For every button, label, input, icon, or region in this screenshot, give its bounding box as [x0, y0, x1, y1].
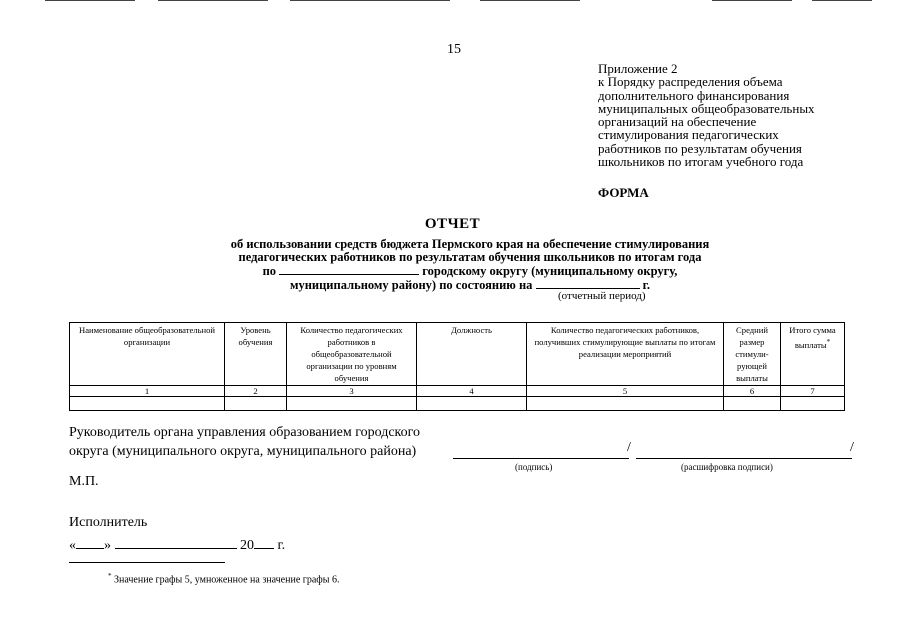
executor-label: Исполнитель [69, 515, 148, 530]
subtitle-line [90, 264, 850, 278]
table-cell[interactable] [781, 397, 845, 411]
table-header-row [70, 323, 845, 386]
appendix-line: организаций на обеспечение [598, 114, 757, 130]
municipality-blank-field[interactable] [279, 264, 419, 275]
table-header-cell: Должность [417, 323, 527, 386]
subtitle-line: об использовании средств бюджета Пермского края на обеспечение стимулирования [230, 237, 710, 251]
column-number: 6 [724, 386, 781, 397]
year-prefix: 20 [240, 538, 254, 553]
subtitle-line [90, 278, 850, 292]
column-number: 7 [781, 386, 845, 397]
footnote-marker: * [108, 572, 112, 580]
signature-field[interactable] [453, 458, 629, 459]
table-number-row [70, 386, 845, 397]
decoding-caption: (расшифровка подписи) [681, 462, 773, 472]
table-header-cell: Уровень обучения [225, 323, 287, 386]
report-table [69, 322, 845, 411]
top-edge-line [480, 0, 580, 1]
page-number: 15 [447, 42, 461, 57]
table-cell[interactable] [225, 397, 287, 411]
table-header-cell: Средний размер стимули-рующей выплаты [724, 323, 781, 386]
signature-caption: (подпись) [515, 462, 553, 472]
report-date-blank-field[interactable] [536, 278, 640, 289]
table-cell[interactable] [417, 397, 527, 411]
signatory-title-line: Руководитель органа управления образованием городского [69, 425, 421, 440]
month-blank-field[interactable] [115, 536, 237, 549]
column-number: 1 [70, 386, 225, 397]
footnote-text: Значение графы 5, умноженное на значение графы 6. [114, 574, 340, 586]
signature-decoding-field[interactable] [636, 458, 852, 459]
footnote [108, 572, 340, 585]
appendix-line: работников по результатам обучения [598, 140, 802, 156]
subtitle-suffix: г. [642, 278, 651, 292]
table-cell[interactable] [724, 397, 781, 411]
slash-separator: / [850, 440, 854, 455]
appendix-line: муниципальных общеобразовательных [598, 100, 815, 116]
close-quote: » [104, 538, 111, 553]
subtitle-prefix: по [262, 264, 277, 278]
table-row [70, 397, 845, 411]
table-cell[interactable] [287, 397, 417, 411]
top-edge-line [45, 0, 135, 1]
table-header-cell: Наименование общеобразовательной организации [70, 323, 225, 386]
table-header-cell: Количество педагогических работников в общеобразовательной организации по уровням обучения [287, 323, 417, 386]
top-edge-line [812, 0, 872, 1]
period-note: (отчетный период) [558, 290, 646, 302]
footnote-marker: * [826, 338, 831, 346]
top-edge-line [712, 0, 792, 1]
document-subtitle [90, 238, 850, 292]
open-quote: « [69, 538, 76, 553]
subtitle-line: педагогических работников по результатам обучения школьников по итогам года [238, 250, 702, 264]
footnote-divider [69, 562, 225, 563]
column-number: 4 [417, 386, 527, 397]
table-header-cell: Количество педагогических работников, получивших стимулирующие выплаты по итогам реализации мероприятий [527, 323, 724, 386]
column-number: 5 [527, 386, 724, 397]
top-edge-line [158, 0, 268, 1]
table-cell[interactable] [70, 397, 225, 411]
date-row [69, 536, 285, 554]
appendix-line: к Порядку распределения объема [598, 74, 783, 90]
appendix-line: Приложение 2 [598, 61, 678, 76]
document-title: ОТЧЕТ [424, 216, 481, 232]
appendix-line: школьников по итогам учебного года [598, 154, 804, 170]
subtitle-prefix: муниципальному району) по состоянию на [289, 278, 533, 292]
stamp-placeholder: М.П. [69, 474, 99, 489]
signatory-title-line: округа (муниципального округа, муниципального района) [69, 444, 417, 459]
appendix-line: дополнительного финансирования [598, 87, 790, 103]
year-suffix: г. [277, 538, 286, 553]
table-cell[interactable] [527, 397, 724, 411]
table-header-cell [781, 323, 845, 386]
appendix-block [598, 62, 815, 168]
appendix-line: стимулирования педагогических [598, 127, 779, 143]
form-label: ФОРМА [598, 185, 649, 200]
slash-separator: / [627, 440, 631, 455]
column-number: 3 [287, 386, 417, 397]
day-blank-field[interactable] [76, 536, 104, 549]
top-edge-line [290, 0, 450, 1]
subtitle-suffix: городскому округу (муниципальному округу, [422, 264, 678, 278]
header-text: Итого сумма выплаты [789, 325, 836, 350]
year-blank-field[interactable] [254, 536, 274, 549]
column-number: 2 [225, 386, 287, 397]
